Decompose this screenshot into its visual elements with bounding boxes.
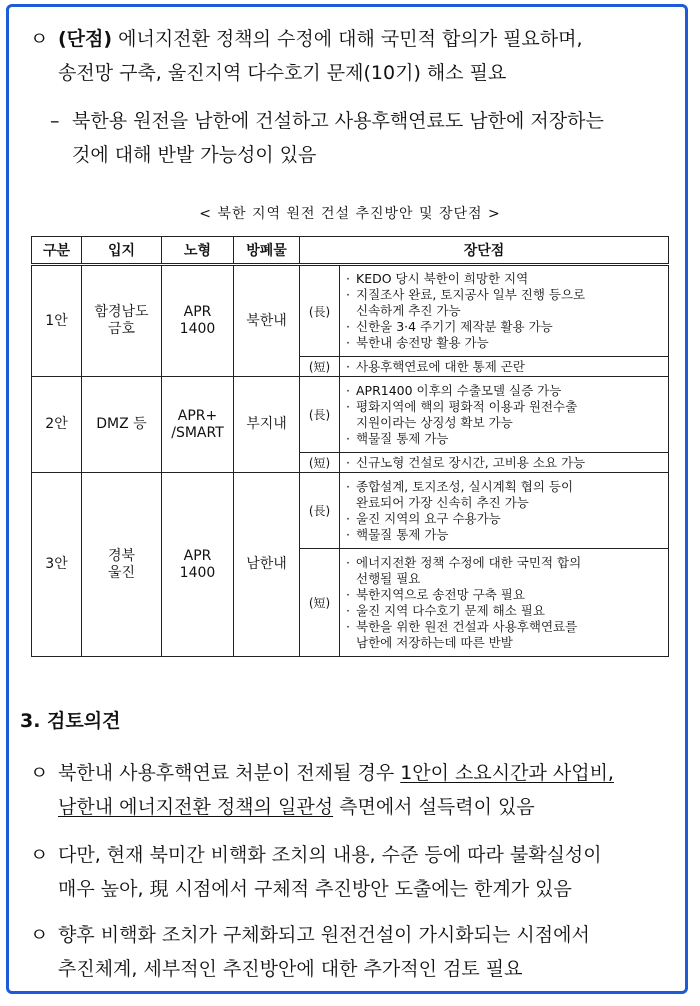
table-caption: < 북한 지역 원전 건설 추진방안 및 장단점 >	[199, 206, 501, 222]
list-item: · 신규노형 건설로 장시간, 고비용 소요 가능	[346, 455, 664, 471]
header-site: 입지	[82, 237, 162, 265]
list-item: · 핵물질 통제 가능	[346, 431, 664, 447]
cons-tag: (短)	[300, 357, 340, 377]
section-heading: 3. 검토의견	[20, 710, 121, 732]
review-1-line2-underlined: 남한내 에너지전환 정책의 일관성	[58, 796, 334, 818]
review-1-line2-post: 측면에서 설득력이 있음	[333, 796, 535, 818]
list-item: · 북한을 위한 원전 건설과 사용후핵연료를	[346, 619, 664, 635]
list-item: · 평화지역에 핵의 평화적 이용과 원전수출	[346, 399, 664, 415]
intro-dash-line2: 것에 대해 반발 가능성이 있음	[72, 144, 317, 166]
cons-tag: (短)	[300, 549, 340, 657]
waste-cell: 북한내	[234, 265, 300, 377]
cons-list	[340, 357, 669, 377]
bullet-marker: ㅇ	[30, 924, 49, 946]
pros-tag: (長)	[300, 377, 340, 453]
list-item: · 핵물질 통제 가능	[346, 527, 664, 543]
list-item: · 신한울 3·4 주기기 제작분 활용 가능	[346, 319, 664, 335]
list-item: · 지질조사 완료, 토지공사 일부 진행 등으로	[346, 287, 664, 303]
pros-tag: (長)	[300, 265, 340, 357]
header-pros-cons: 장단점	[300, 237, 669, 265]
pros-list	[340, 265, 669, 357]
intro-dash-line1: 북한용 원전을 남한에 건설하고 사용후핵연료도 남한에 저장하는	[72, 110, 604, 132]
pros-tag: (長)	[300, 473, 340, 549]
plan-cell: 2안	[32, 377, 82, 473]
reactor-cell: APR 1400	[162, 265, 234, 377]
list-item: · APR1400 이후의 수출모델 실증 가능	[346, 383, 664, 399]
plan-cell: 3안	[32, 473, 82, 657]
list-item-cont: 신속하게 추진 가능	[356, 303, 461, 318]
review-3-line2: 추진체계, 세부적인 추진방안에 대한 추가적인 검토 필요	[58, 958, 523, 980]
header-reactor: 노형	[162, 237, 234, 265]
cons-list	[340, 453, 669, 473]
list-item-cont: 남한에 저장하는데 따른 반발	[356, 634, 513, 650]
cons-tag: (短)	[300, 453, 340, 473]
table-row	[32, 473, 669, 549]
intro-bullet-line1: 에너지전환 정책의 수정에 대해 국민적 합의가 필요하며,	[112, 28, 583, 50]
table-row	[32, 377, 669, 453]
table-row	[32, 265, 669, 357]
list-item: · 에너지전환 정책 수정에 대한 국민적 합의	[346, 555, 664, 571]
header-waste: 방폐물	[234, 237, 300, 265]
plan-cell: 1안	[32, 265, 82, 377]
review-2-line2: 매우 높아, 現 시점에서 구체적 추진방안 도출에는 한계가 있음	[58, 878, 572, 900]
review-3-line1: 향후 비핵화 조치가 구체화되고 원전건설이 가시화되는 시점에서	[58, 924, 590, 946]
reactor-cell: APR+ /SMART	[162, 377, 234, 473]
list-item: · KEDO 당시 북한이 희망한 지역	[346, 271, 664, 287]
table-header-row	[32, 237, 669, 265]
list-item-cont: 지원이라는 상징성 확보 가능	[356, 414, 513, 430]
review-1-line1-pre: 북한내 사용후핵연료 처분이 전제될 경우	[58, 762, 401, 784]
list-item-cont: 완료되어 가장 신속히 추진 가능	[356, 494, 529, 510]
list-item: · 사용후핵연료에 대한 통제 곤란	[346, 359, 664, 375]
waste-cell: 남한내	[234, 473, 300, 657]
list-item: · 울진 지역 다수호기 문제 해소 필요	[346, 603, 664, 619]
list-item: · 울진 지역의 요구 수용가능	[346, 511, 664, 527]
comparison-table	[31, 236, 669, 657]
review-2-line1: 다만, 현재 북미간 비핵화 조치의 내용, 수준 등에 따라 불확실성이	[58, 844, 602, 866]
bullet-marker: ㅇ	[30, 28, 49, 50]
list-item: · 북한내 송전망 활용 가능	[346, 335, 664, 351]
list-item-cont: 선행될 필요	[356, 570, 421, 586]
pros-list	[340, 377, 669, 453]
bullet-marker: ㅇ	[30, 762, 49, 784]
pros-list	[340, 473, 669, 549]
site-cell: 경북 울진	[82, 473, 162, 657]
site-cell: 함경남도 금호	[82, 265, 162, 377]
list-item: · 종합설계, 토지조성, 실시계획 협의 등이	[346, 479, 664, 495]
review-1-line1-underlined: 1안이 소요시간과 사업비,	[400, 762, 614, 784]
site-cell: DMZ 등	[82, 377, 162, 473]
header-plan: 구분	[32, 237, 82, 265]
bullet-marker: ㅇ	[30, 844, 49, 866]
dash-marker: –	[50, 110, 60, 132]
intro-bullet-line2: 송전망 구축, 울진지역 다수호기 문제(10기) 해소 필요	[58, 62, 507, 84]
waste-cell: 부지내	[234, 377, 300, 473]
reactor-cell: APR 1400	[162, 473, 234, 657]
cons-label: (단점)	[58, 28, 113, 50]
cons-list	[340, 549, 669, 657]
list-item: · 북한지역으로 송전망 구축 필요	[346, 587, 664, 603]
